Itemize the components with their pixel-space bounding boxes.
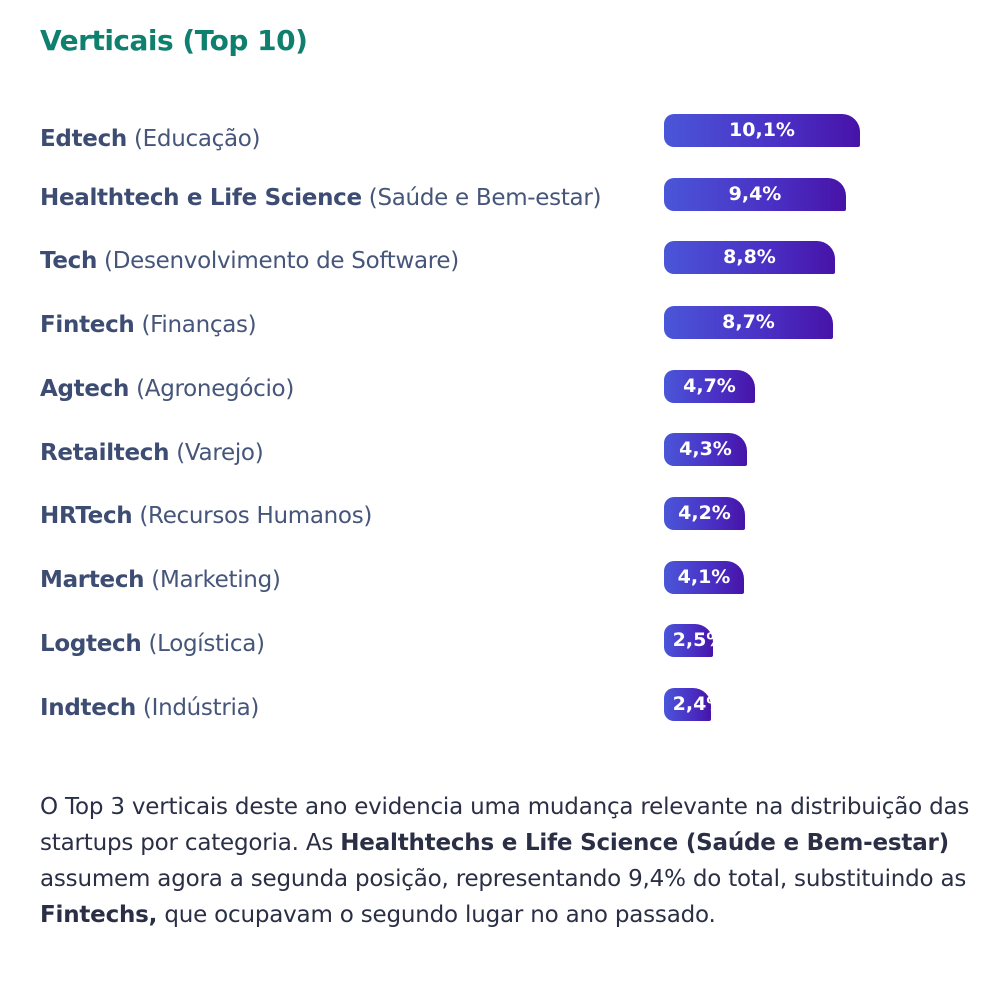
category-label (40, 312, 256, 338)
summary-paragraph (40, 789, 980, 933)
bar-value-label: 9,4% (728, 183, 782, 205)
category-detail: (Finanças) (134, 312, 257, 338)
bar-value-label: 4,1% (677, 566, 731, 588)
category-name: HRTech (40, 503, 133, 529)
category-detail: (Agronegócio) (129, 376, 294, 402)
category-label (40, 440, 263, 466)
category-name: Tech (40, 248, 98, 274)
bar-value-label: 4,7% (683, 375, 736, 397)
paragraph-highlight: Fintechs, (40, 902, 158, 928)
category-detail: (Indústria) (135, 695, 260, 721)
category-detail: (Saúde e Bem-estar) (361, 185, 602, 211)
category-label (40, 567, 281, 593)
category-name: Martech (40, 567, 145, 593)
bar-value-label: 2,5% (672, 629, 726, 651)
category-detail: (Desenvolvimento de Software) (97, 248, 459, 274)
chart-title: Verticais (Top 10) (40, 24, 308, 57)
bar-value-label: 8,8% (723, 246, 776, 268)
paragraph-text: que ocupavam o segundo lugar no ano passado. (157, 902, 716, 928)
category-name: Logtech (40, 631, 142, 657)
category-name: Retailtech (40, 440, 170, 466)
category-detail: (Marketing) (144, 567, 281, 593)
category-label (40, 631, 265, 657)
category-detail: (Educação) (126, 126, 261, 152)
category-name: Fintech (40, 312, 135, 338)
category-name: Edtech (40, 126, 127, 152)
bar-value-label: 10,1% (729, 119, 795, 141)
bar-value-label: 2,4% (672, 693, 726, 715)
category-name: Indtech (40, 695, 136, 721)
category-detail: (Varejo) (169, 440, 264, 466)
bar-value-label: 4,3% (679, 438, 732, 460)
category-label (40, 503, 372, 529)
category-label (40, 376, 294, 402)
bar-value-label: 8,7% (722, 311, 775, 333)
paragraph-highlight: Healthtechs e Life Science (Saúde e Bem-estar) (340, 830, 949, 856)
category-label (40, 126, 260, 152)
category-name: Healthtech e Life Science (40, 185, 362, 211)
bar-value-label: 4,2% (678, 502, 731, 524)
category-label (40, 695, 259, 721)
category-label (40, 185, 601, 211)
paragraph-text: assumem agora a segunda posição, representando 9,4% do total, substituindo as (40, 866, 967, 892)
category-label (40, 248, 459, 274)
paragraph-text: O Top 3 verticais deste ano evidencia uma mudança relevante na distribuição das startups por categoria. As (40, 794, 970, 856)
category-detail: (Recursos Humanos) (132, 503, 373, 529)
category-detail: (Logística) (141, 631, 265, 657)
category-name: Agtech (40, 376, 130, 402)
